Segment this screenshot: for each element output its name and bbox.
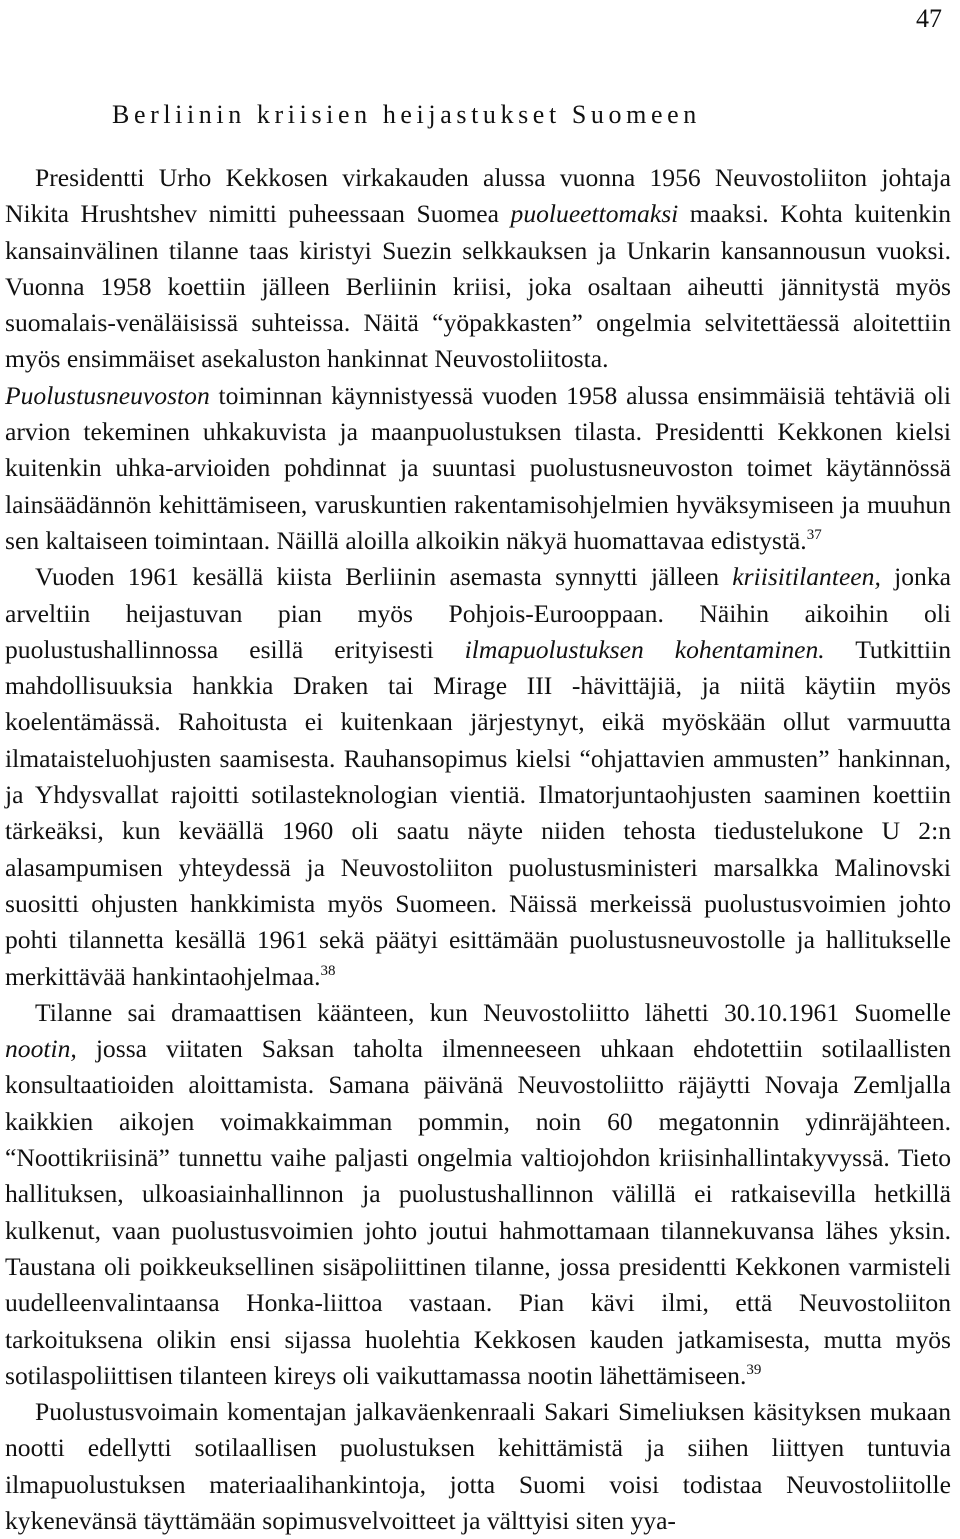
emphasis-text: kriisitilanteen, [732,562,881,592]
paragraph-5 [5,1394,951,1539]
footnote-ref: 37 [806,526,822,543]
text-run: maaksi. Kohta kuitenkin kansainvälinen tilanne taas kiristyi Suezin selkkauksen ja Unkarin kansannousun vuoksi. Vuonna 1958 koettiin jälleen Berliinin kriisi, joka osaltaan aiheutti jännitystä myös suomalais-venäläisissä suhteissa. Näitä “yöpakkasten” ongelmia selvitettäessä aloitettiin myös ensimmäiset asekaluston hankinnat Neuvostoliitosta. [5,199,951,374]
section-heading: Berliinin kriisien heijastukset Suomeen [112,100,701,129]
text-run: Puolustusvoimain komentajan jalkaväenkenraali Sakari Simeliuksen käsityksen mukaan nootti edellytti sotilaallisen puolustuksen kehittämistä ja siihen liittyen tuntuvia ilmapuolustuksen materiaalihankintoja, jotta Suomi voisi todistaa Neuvostoliitolle kykenevänsä täyttämään sopimusvelvoitteet ja välttyisi siten yya- [5,1397,951,1535]
text-run: Vuoden 1961 kesällä kiista Berliinin asemasta synnytti jälleen [35,562,733,592]
text-run: toiminnan käynnistyessä vuoden 1958 alussa ensimmäisiä tehtäviä oli arvion tekeminen uhkakuvista ja maanpuolustuksen tilasta. Presidentti Kekkonen kielsi kuitenkin uhka-arvioiden pohdinnat ja suuntasi puolustusneuvoston toimet käytännössä lainsäädännön kehittämiseen, varuskuntien rakentamisohjelmien hyväksymiseen ja muuhun sen kaltaiseen toimintaan. Näillä aloilla alkoikin näkyä huomattavaa edistystä. [5,380,951,555]
body-text [5,160,951,1539]
emphasis-text: nootin, [5,1034,77,1064]
paragraph-4 [5,995,951,1394]
page-number: 47 [916,4,942,33]
paragraph-3 [5,559,951,995]
text-run: Tutkittiin mahdollisuuksia hankkia Draken tai Mirage III -hävittäjiä, ja niitä käytiin myös koelentämässä. Rahoitusta ei kuitenkaan järjestynyt, eikä myöskään ollut varmuutta ilmataisteluohjusten saamisesta. Rauhansopimus kielsi “ohjattavien ammusten” hankinnan, ja Yhdysvallat rajoitti sotilasteknologian vientiä. Ilmatorjuntaohjusten saaminen koettiin tärkeäksi, kun keväällä 1960 oli saatu näyte niiden tehosta tiedustelukone U 2:n alasampumisen yhteydessä ja Neuvostoliiton puolustusministeri marsalkka Malinovski suositti ohjusten hankkimista myös Suomeen. Näissä merkeissä puolustusvoimien johto pohti tilannetta kesällä 1961 sekä päätyi esittämään puolustusneuvostolle ja hallitukselle merkittävää hankintaohjelmaa. [5,634,951,991]
text-run: jossa viitaten Saksan taholta ilmenneeseen uhkaan ehdotettiin sotilaallisten konsultaatioiden aloittamista. Samana päivänä Neuvostoliitto räjäytti Novaja Zemljalla kaikkien aikojen voimakkaimman pommin, noin 60 megatonnin ydinräjähteen. “Noottikriisinä” tunnettu vaihe paljasti ongelmia valtiojohdon kriisinhallintakyvyssä. Tieto hallituksen, ulkoasiainhallinnon ja puolustushallinnon välillä ei ratkaisevilla hetkillä kulkenut, vaan puolustusvoimien johto joutui hahmottamaan tilannekuvansa lähes yksin. Taustana oli poikkeuksellinen sisäpoliittinen tilanne, jossa presidentti Kekkonen varmisteli uudelleenvalintaansa Honka-liittoa vastaan. Pian kävi ilmi, että Neuvostoliiton tarkoituksena olikin ensi sijassa huolehtia Kekkosen kauden jatkamisesta, mutta myös sotilaspoliittisen tilanteen kireys oli vaikuttamassa nootin lähettämiseen. [5,1034,951,1390]
footnote-ref: 39 [746,1361,762,1378]
text-run: Tilanne sai dramaattisen käänteen, kun Neuvostoliitto lähetti 30.10.1961 Suomelle [35,997,951,1027]
emphasis-text: Puolustusneuvoston [5,380,210,410]
footnote-ref: 38 [320,962,336,979]
paragraph-2 [5,378,951,559]
paragraph-1 [5,160,951,378]
text-run: Presidentti Urho Kekkosen virkakauden alussa vuonna 1956 Neuvostoliiton johtaja Nikita Hrushtshev nimitti puheessaan Suomea [5,163,951,229]
text-run: jonka arveltiin heijastuvan pian myös Pohjois-Eurooppaan. Näihin aikoihin oli puolustushallinnossa esillä erityisesti [5,562,951,664]
emphasis-text: puolueettomaksi [510,199,679,229]
emphasis-text: ilmapuolustuksen kohentaminen. [464,634,825,664]
